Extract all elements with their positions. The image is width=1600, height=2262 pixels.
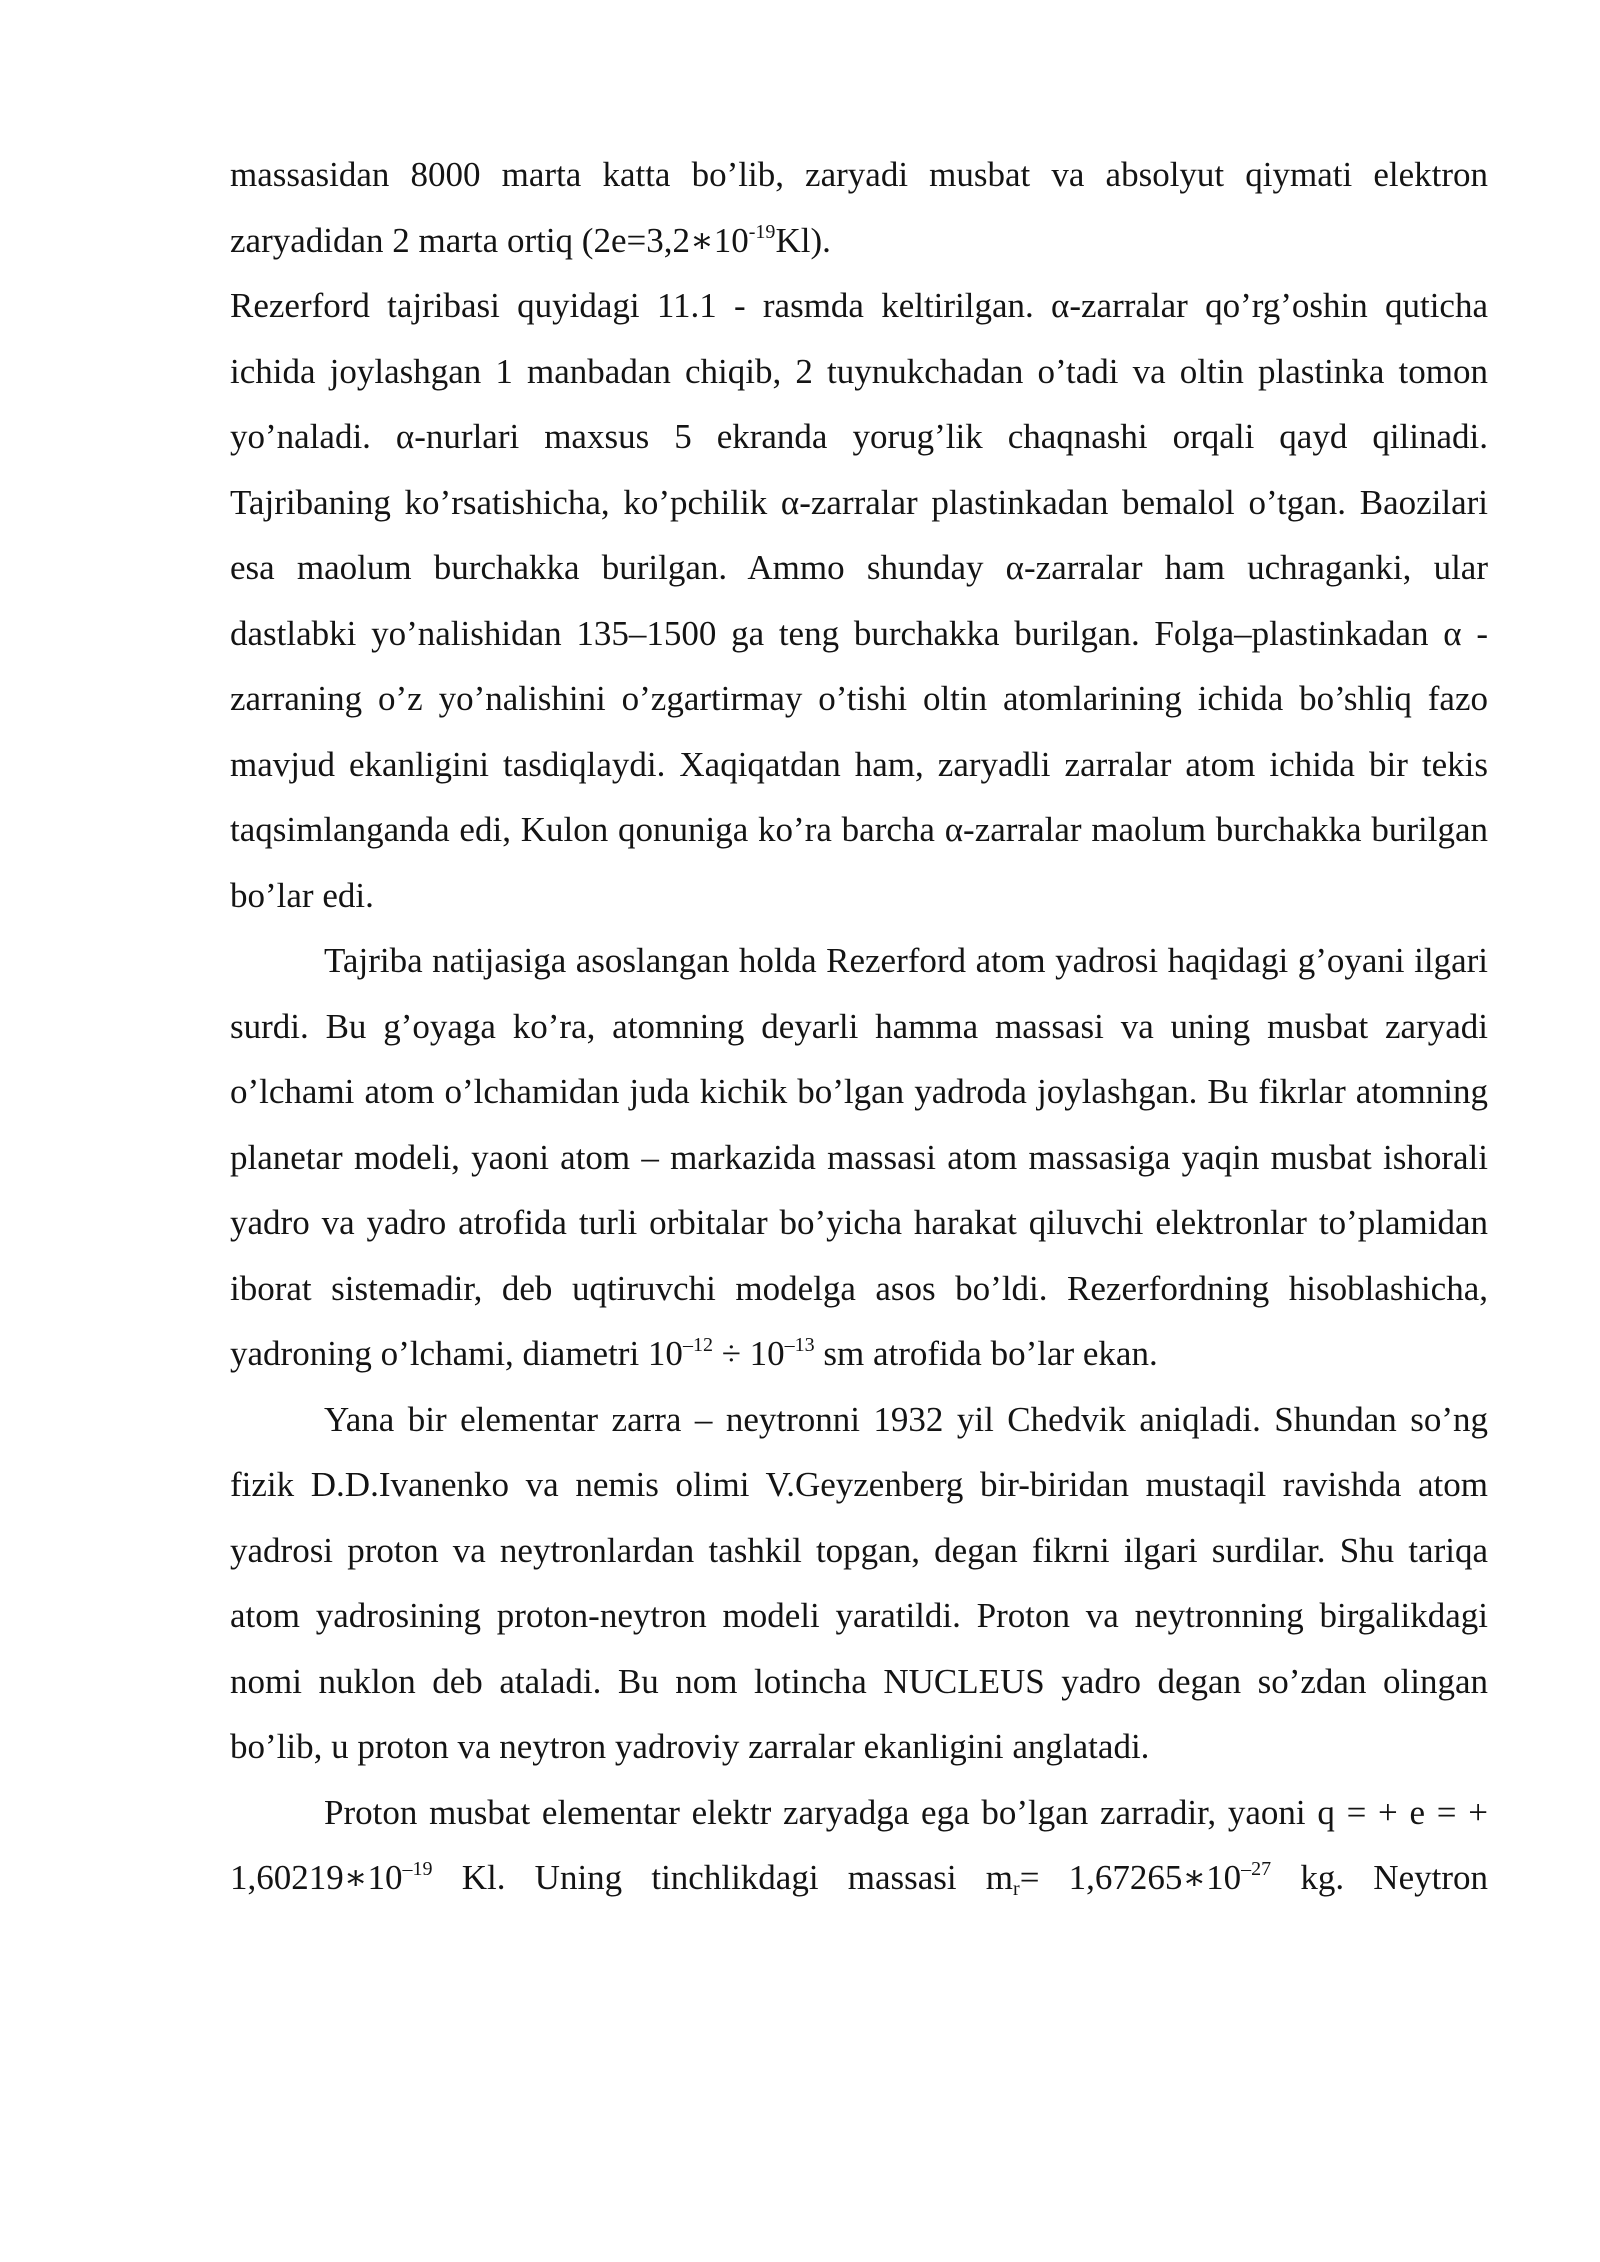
paragraph-nucleus-idea — [230, 928, 1488, 1387]
superscript-exponent: -19 — [748, 220, 776, 243]
text-run: Kl. Uning tinchlikdagi massasi m — [432, 1858, 1014, 1897]
subscript-index: r — [1013, 1878, 1020, 1900]
superscript-exponent: –12 — [682, 1334, 713, 1356]
superscript-exponent: –13 — [784, 1334, 815, 1356]
superscript-exponent: –27 — [1241, 1858, 1272, 1880]
text-run: ÷ 10 — [712, 1334, 785, 1373]
paragraph-proton-properties — [230, 1780, 1488, 1911]
text-run: Yana bir elementar zarra – neytronni 1932 yil Chedvik aniqladi. Shundan so’ng fizik D.D.Ivanenko va nemis olimi V.Geyzenberg bir-biridan mustaqil ravishda atom yadrosi proton va neytronlardan tashkil topgan, degan fikrni ilgari surdilar. Shu tariqa atom yadrosining proton-neytron modeli yaratildi. Proton va neytronning birgalikdagi nomi nuklon deb ataladi. Bu nom lotincha NUCLEUS yadro degan so’zdan olingan bo’lib, u proton va neytron yadroviy zarralar ekanligini anglatadi. — [230, 1399, 1488, 1766]
text-run: Rezerford tajribasi quyidagi 11.1 - rasmda keltirilgan. α-zarralar qo’rg’oshin quticha ichida joylashgan 1 manbadan chiqib, 2 tuynukchadan o’tadi va oltin plastinka tomon yo’naladi. α-nurlari maxsus 5 ekranda yorug’lik chaqnashi orqali qayd qilinadi. Tajribaning ko’rsatishicha, ko’pchilik α-zarralar plastinkadan bemalol o’tgan. Baozilari esa maolum burchakka burilgan. Ammo shunday α-zarralar ham uchraganki, ular dastlabki yo’nalishidan 135–1500 ga teng burchakka burilgan. Folga–plastinkadan α - zarraning o’z yo’nalishini o’zgartirmay o’tishi oltin atomlarining ichida bo’shliq fazo mavjud ekanligini tasdiqlaydi. Xaqiqatdan ham, zaryadli zarralar atom ichida bir tekis taqsimlanganda edi, Kulon qonuniga ko’ra barcha α-zarralar maolum burchakka burilgan bo’lar edi. — [230, 286, 1488, 915]
text-run: = 1,67265∗10 — [1019, 1858, 1242, 1897]
superscript-exponent: –19 — [402, 1858, 433, 1880]
paragraph-neutron-discovery — [230, 1387, 1488, 1780]
document-page — [230, 142, 1488, 1911]
text-run: Kl). — [775, 220, 831, 260]
text-run: kg. Neytron — [1271, 1858, 1488, 1897]
text-run: Proton musbat elementar elektr zaryadga ega bo’lgan zarradir, yaoni q = + e = + 1,60219∗10 — [230, 1792, 1488, 1897]
text-run: massasidan 8000 marta katta bo’lib, zaryadi musbat va absolyut qiymati elektron zaryadidan 2 marta ortiq (2e=3,2∗10 — [230, 155, 1488, 260]
paragraph-alpha-particle-properties — [230, 142, 1488, 273]
text-run: Tajriba natijasiga asoslangan holda Rezerford atom yadrosi haqidagi g’oyani ilgari surdi. Bu g’oyaga ko’ra, atomning deyarli hamma massasi va uning musbat zaryadi o’lchami atom o’lchamidan juda kichik bo’lgan yadroda joylashgan. Bu fikrlar atomning planetar modeli, yaoni atom – markazida massasi atom massasiga yaqin musbat ishorali yadro va yadro atrofida turli orbitalar bo’yicha harakat qiluvchi elektronlar to’plamidan iborat sistemadir, deb uqtiruvchi modelga asos bo’ldi. Rezerfordning hisoblashicha, yadroning o’lchami, diametri 10 — [230, 941, 1488, 1373]
text-run: sm atrofida bo’lar ekan. — [814, 1334, 1158, 1373]
paragraph-rutherford-experiment — [230, 273, 1488, 928]
